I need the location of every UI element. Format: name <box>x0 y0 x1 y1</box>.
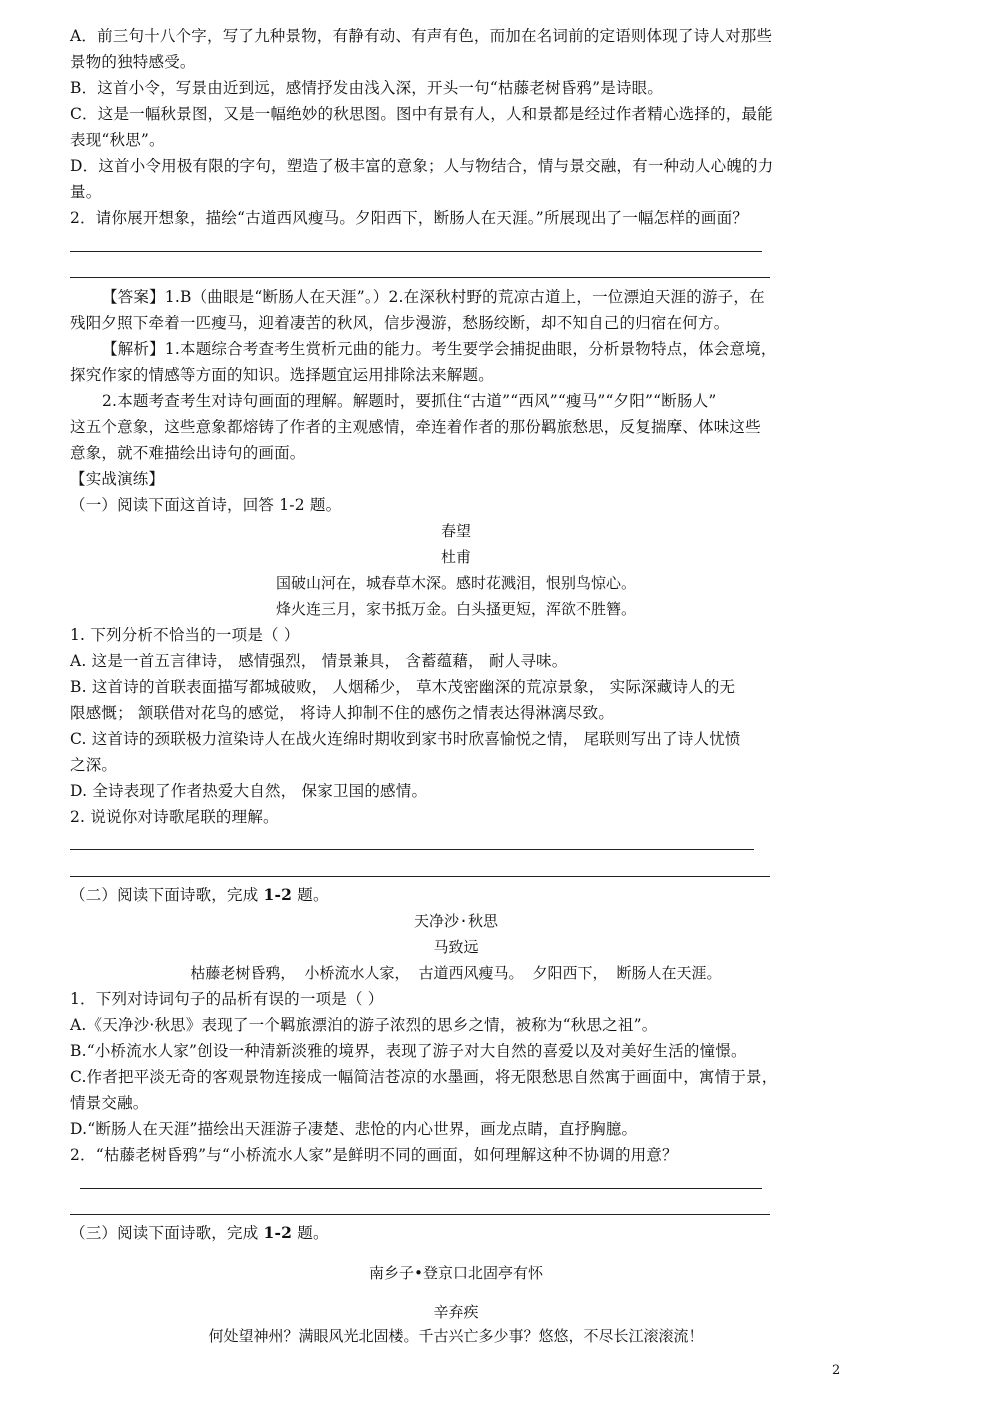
section2-option-d: D.“断肠人在天涯”描绘出天涯游子凄楚、悲怆的内心世界，画龙点睛，直抒胸臆。 <box>70 1120 638 1138</box>
section2-answer-line-2 <box>70 1214 770 1215</box>
section1-answer-line-1 <box>70 849 754 850</box>
section1-option-b-line1: B. 这首诗的首联表面描写都城破败， 人烟稀少， 草木茂密幽深的荒凉景象， 实际深藏诗人的无 <box>70 678 736 696</box>
section1-option-c-line2: 之深。 <box>70 756 118 774</box>
section2-poem-line: 枯藤老树昏鸦， 小桥流水人家， 古道西风瘦马。 夕阳西下， 断肠人在天涯。 <box>190 964 722 982</box>
option-a-line1: A．前三句十八个字，写了九种景物，有静有动、有声有色，而加在名词前的定语则体现了诗人对那些 <box>70 27 773 45</box>
page-number: 2 <box>832 1363 841 1378</box>
section2-question-2: 2．“枯藤老树昏鸦”与“小桥流水人家”是鲜明不同的画面，如何理解这种不协调的用意？ <box>70 1146 678 1164</box>
section3-intro <box>70 1223 329 1243</box>
option-a-line2: 景物的独特感受。 <box>70 53 196 71</box>
section3-poem-line: 何处望神州？满眼风光北固楼。千古兴亡多少事？悠悠，不尽长江滚滚流！ <box>208 1327 704 1345</box>
option-d-line1: D．这首小令用极有限的字句，塑造了极丰富的意象；人与物结合，情与景交融，有一种动人心魄的力 <box>70 157 774 175</box>
section2-intro-post: 题。 <box>292 886 329 904</box>
section2-question-1: 1．下列对诗词句子的品析有误的一项是（ ） <box>70 990 384 1008</box>
section2-poem-author: 马致远 <box>433 938 479 956</box>
section1-option-d: D. 全诗表现了作者热爱大自然， 保家卫国的感情。 <box>70 782 428 800</box>
section2-answer-line-1 <box>80 1188 762 1189</box>
section3-poem-title: 南乡子•登京口北固亭有怀 <box>368 1264 544 1282</box>
section1-answer-line-2 <box>70 876 770 877</box>
answer-line-1 <box>70 251 762 252</box>
answer-line2: 残阳夕照下牵着一匹瘦马，迎着凄苦的秋风，信步漫游，愁肠绞断，却不知自己的归宿在何方。 <box>70 314 730 332</box>
prev-question-2: 2．请你展开想象，描绘“古道西风瘦马。夕阳西下，断肠人在天涯。”所展现出了一幅怎样的画面？ <box>70 209 748 227</box>
section2-intro-pre: （二）阅读下面诗歌，完成 <box>70 886 264 904</box>
analysis-p2-line2: 这五个意象，这些意象都熔铸了作者的主观感情，牵连着作者的那份羁旅愁思，反复揣摩、体味这些 <box>70 418 761 436</box>
section1-question-1: 1. 下列分析不恰当的一项是（ ） <box>70 626 300 644</box>
section1-option-a: A. 这是一首五言律诗， 感情强烈， 情景兼具， 含蓄蕴藉， 耐人寻味。 <box>70 652 568 670</box>
section1-question-2: 2. 说说你对诗歌尾联的理解。 <box>70 808 279 826</box>
analysis-p1-line1: 【解析】1.本题综合考查考生赏析元曲的能力。考生要学会捕捉曲眼，分析景物特点，体会意境， <box>102 340 777 358</box>
option-b-line1: B．这首小令，写景由近到远，感情抒发由浅入深，开头一句“枯藤老树昏鸦”是诗眼。 <box>70 79 664 97</box>
section2-poem-title: 天净沙·秋思 <box>413 912 499 930</box>
section1-poem-line1: 国破山河在，城春草木深。感时花溅泪，恨别鸟惊心。 <box>275 574 636 592</box>
section2-option-c-line1: C.作者把平淡无奇的客观景物连接成一幅简洁苍凉的水墨画，将无限愁思自然寓于画面中，寓情于景， <box>70 1068 778 1086</box>
section1-poem-author: 杜甫 <box>440 548 471 566</box>
section2-option-a: A.《天净沙·秋思》表现了一个羁旅漂泊的游子浓烈的思乡之情，被称为“秋思之祖”。 <box>70 1016 658 1034</box>
option-c-line2: 表现“秋思”。 <box>70 131 165 149</box>
section1-poem-line2: 烽火连三月，家书抵万金。白头搔更短，浑欲不胜簪。 <box>275 600 636 618</box>
section3-intro-pre: （三）阅读下面诗歌，完成 <box>70 1224 264 1242</box>
section2-option-b: B.“小桥流水人家”创设一种清新淡雅的境界，表现了游子对大自然的喜爱以及对美好生活的憧憬。 <box>70 1042 747 1060</box>
option-d-line2: 量。 <box>70 183 102 201</box>
section1-intro: （一）阅读下面这首诗，回答 1-2 题。 <box>70 496 342 514</box>
section3-intro-num: 1-2 <box>263 1223 293 1242</box>
section1-poem-title: 春望 <box>440 522 471 540</box>
section1-option-b-line2: 限感慨； 颔联借对花鸟的感觉， 将诗人抑制不住的感伤之情表达得淋漓尽致。 <box>70 704 615 722</box>
section1-option-c-line1: C. 这首诗的颈联极力渲染诗人在战火连绵时期收到家书时欣喜愉悦之情， 尾联则写出了诗人忧愤 <box>70 730 741 748</box>
section2-option-c-line2: 情景交融。 <box>70 1094 149 1112</box>
section3-poem-author: 辛弃疾 <box>433 1303 479 1321</box>
option-c-line1: C．这是一幅秋景图，又是一幅绝妙的秋思图。图中有景有人，人和景都是经过作者精心选择的，最能 <box>70 105 773 123</box>
analysis-p2-line3: 意象，就不难描绘出诗句的画面。 <box>70 444 306 462</box>
practice-heading: 【实战演练】 <box>70 470 165 488</box>
section2-intro-num: 1-2 <box>263 885 293 904</box>
analysis-p1-line2: 探究作家的情感等方面的知识。选择题宜运用排除法来解题。 <box>70 366 494 384</box>
analysis-p2-line1: 2.本题考查考生对诗句画面的理解。解题时，要抓住“古道”“西风”“瘦马”“夕阳”“断肠人” <box>102 392 717 410</box>
answer-line1: 【答案】1.B（曲眼是“断肠人在天涯”。）2.在深秋村野的荒凉古道上，一位漂迫天涯的游子，在 <box>102 288 765 306</box>
answer-line-2 <box>70 277 770 278</box>
section3-intro-post: 题。 <box>292 1224 329 1242</box>
section2-intro <box>70 885 329 905</box>
